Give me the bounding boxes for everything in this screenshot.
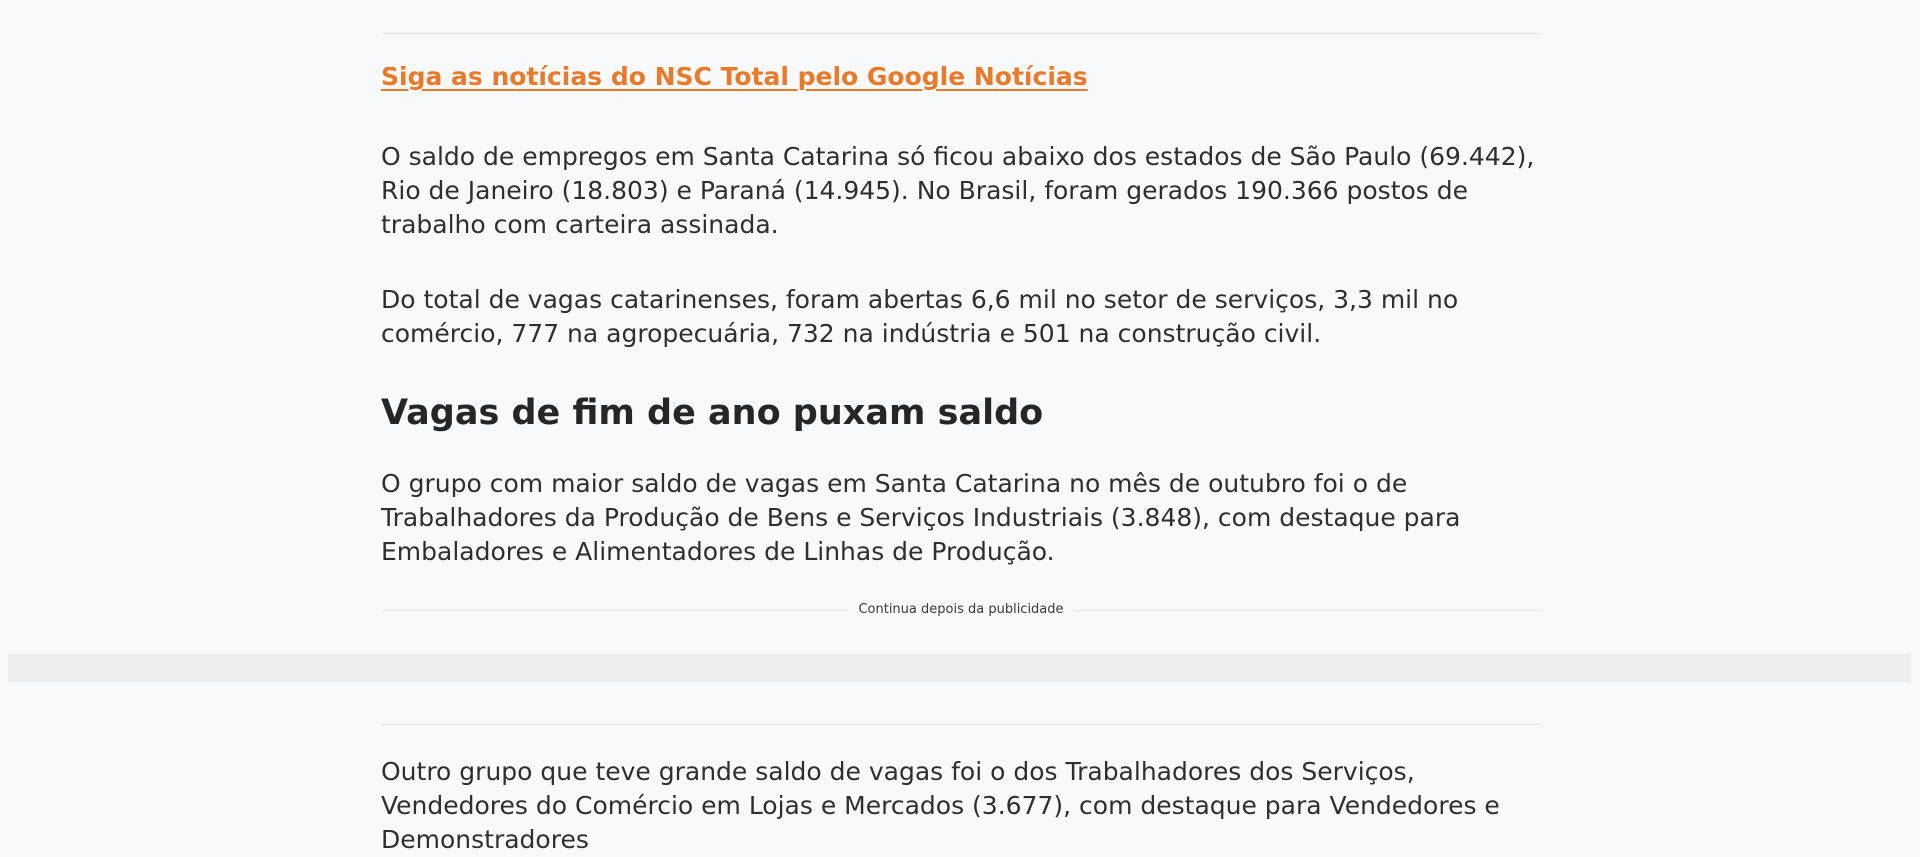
- top-divider: [381, 33, 1541, 34]
- post-ad-divider: [381, 724, 1541, 725]
- paragraph-services-group: Outro grupo que teve grande saldo de vagas foi o dos Trabalhadores dos Serviços, Vendedores do Comércio em Lojas e Mercados (3.677), com destaque para Vendedores e Demonstradores: [381, 757, 1500, 854]
- ad-separator-line-right: [1074, 610, 1541, 611]
- paragraph-state-ranking: O saldo de empregos em Santa Catarina só ficou abaixo dos estados de São Paulo (69.442), Rio de Janeiro (18.803) e Paraná (14.945). No Brasil, foram gerados 190.366 postos de trabalho com carteira assinada.: [381, 142, 1535, 239]
- ad-separator: [381, 601, 1541, 621]
- paragraph-sector-breakdown: Do total de vagas catarinenses, foram abertas 6,6 mil no setor de serviços, 3,3 mil no comércio, 777 na agropecuária, 732 na indústria e 501 na construção civil.: [381, 285, 1459, 348]
- ad-continues-label: Continua depois da publicidade: [858, 602, 1064, 617]
- advertisement-slot[interactable]: [8, 654, 1911, 682]
- paragraph-industrial-group: O grupo com maior saldo de vagas em Santa Catarina no mês de outubro foi o de Trabalhadores da Produção de Bens e Serviços Industriais (3.848), com destaque para Embaladores e Alimentadores de Linhas de Produção.: [381, 469, 1461, 566]
- google-news-follow-link[interactable]: Siga as notícias do NSC Total pelo Google Notícias: [381, 62, 1088, 91]
- section-heading: Vagas de fim de ano puxam saldo: [381, 393, 1044, 433]
